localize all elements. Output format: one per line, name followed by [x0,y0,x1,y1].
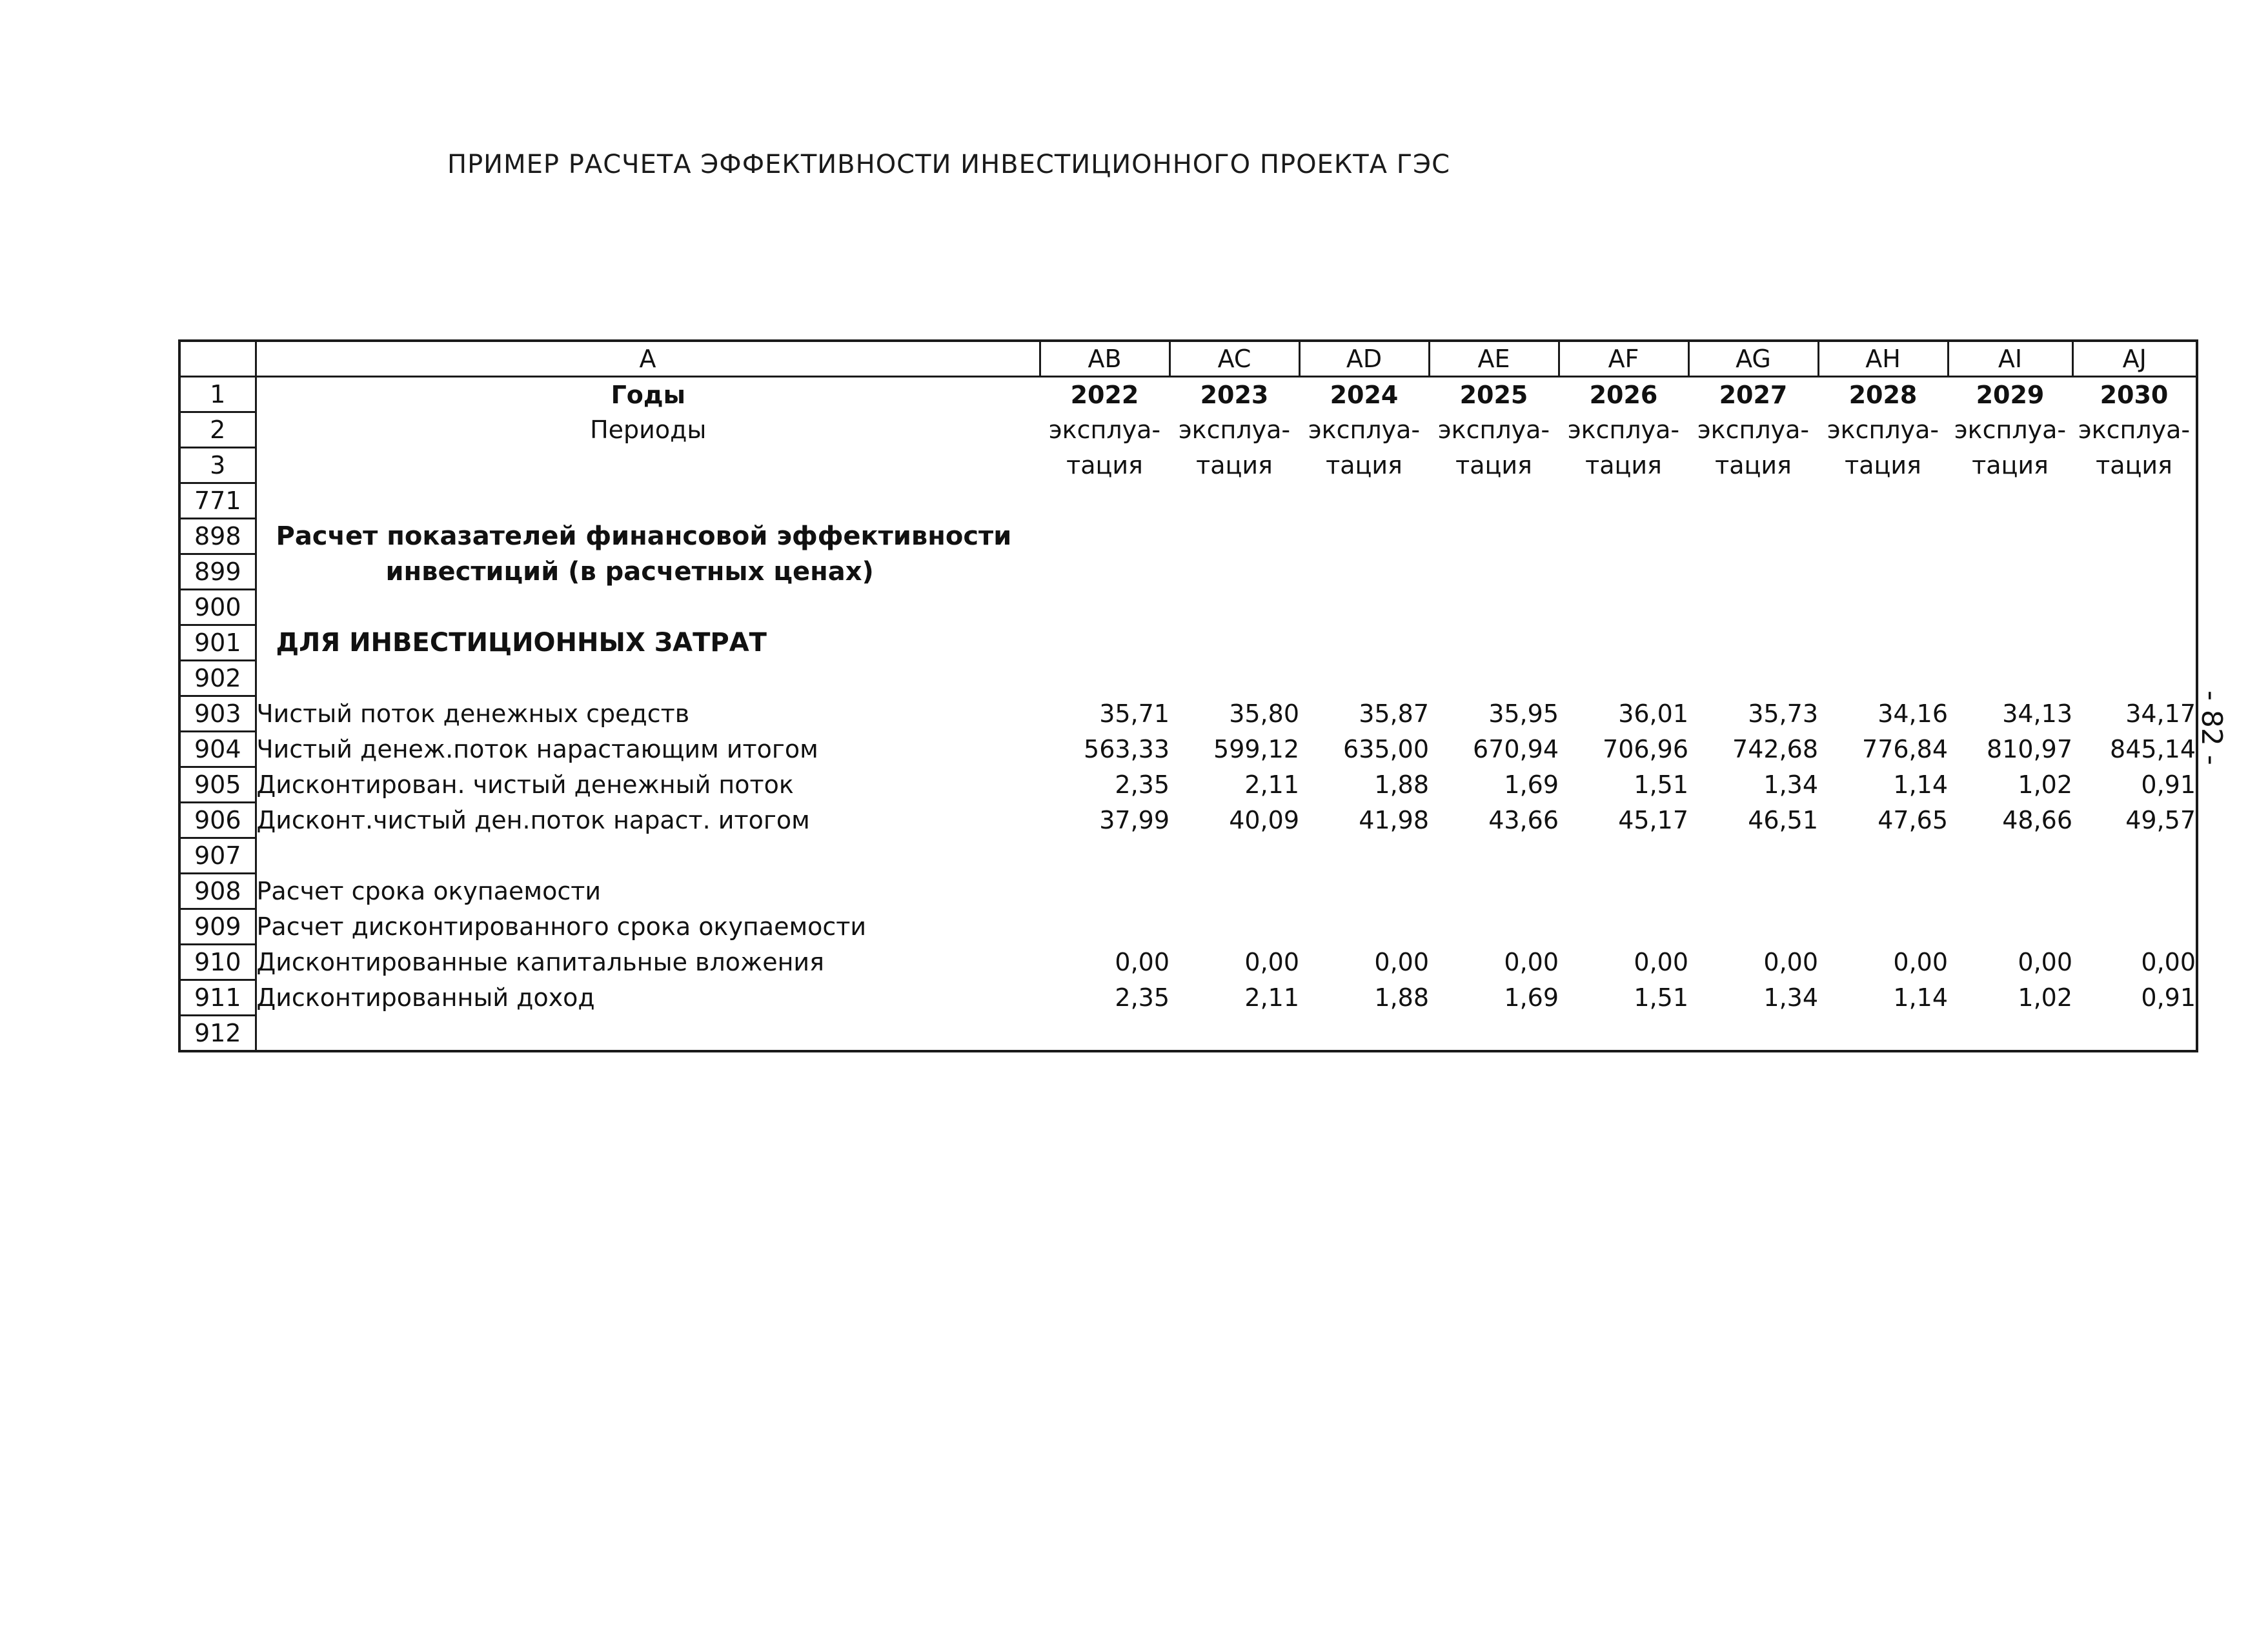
value-cell: 1,69 [1504,983,1559,1012]
table-row [179,625,2197,661]
row-number: 898 [179,519,256,554]
row-number: 910 [179,945,256,980]
period-cell: эксплуа- [1697,416,1810,444]
value-cell: 0,91 [2072,767,2197,803]
years-label-cell [256,377,1040,412]
value-cell: 46,51 [1748,806,1818,834]
row-number: 771 [179,483,256,519]
value-cell: 0,00 [1374,948,1429,976]
spreadsheet-table [178,339,2198,1052]
column-header-ac: AC [1169,341,1299,377]
table-row [179,732,2197,767]
value-cell: 0,00 [2018,948,2072,976]
year-cell: 2024 [1330,380,1399,409]
column-header-ad: AD [1299,341,1429,377]
value-cell: 0,00 [1634,948,1688,976]
periods-label: Периоды [590,416,707,444]
value-cell: 845,14 [2072,732,2197,767]
value-cell: 2,11 [1244,770,1299,799]
table-row [179,767,2197,803]
value-cell: 0,00 [1504,948,1559,976]
period-cell: тация [1972,451,2049,479]
column-header-ae: AE [1429,341,1559,377]
table-row [179,945,2197,980]
value-cell: 1,14 [1893,770,1948,799]
row-number: 907 [179,838,256,874]
section-financial-title-line1: Расчет показателей финансовой эффективности [276,521,1012,551]
value-cell: 0,00 [1115,948,1169,976]
section-investment-title: ДЛЯ ИНВЕСТИЦИОННЫХ ЗАТРАТ [276,628,767,658]
years-label: Годы [611,380,685,409]
period-cell: эксплуа- [1567,416,1680,444]
value-cell: 45,17 [1618,806,1688,834]
corner-cell [179,341,256,377]
value-cell: 0,00 [1893,948,1948,976]
year-cell: 2023 [1200,380,1269,409]
row-number: 909 [179,909,256,945]
column-header-row [179,341,2197,377]
year-cell: 2028 [1848,380,1918,409]
page-title: ПРИМЕР РАСЧЕТА ЭФФЕКТИВНОСТИ ИНВЕСТИЦИОННОГО ПРОЕКТА ГЭС [447,150,1450,179]
value-cell: 706,96 [1603,735,1688,763]
period-cell: тация [1326,451,1402,479]
period-cell: тация [1196,451,1273,479]
value-cell: 1,02 [2018,770,2072,799]
row-number: 902 [179,661,256,696]
year-cell: 2030 [2072,377,2197,412]
table-row [179,590,2197,625]
period-cell: эксплуа- [1437,416,1550,444]
value-cell: 34,17 [2072,696,2197,732]
value-cell: 35,95 [1488,699,1559,728]
period-cell: эксплуа- [1178,416,1291,444]
row-label: Чистый поток денежных средств [256,696,1040,732]
table-row [179,803,2197,838]
value-cell: 1,51 [1634,770,1688,799]
table-row [179,661,2197,696]
value-cell: 635,00 [1343,735,1429,763]
value-cell: 1,02 [2018,983,2072,1012]
column-header-ai: AI [1948,341,2072,377]
value-cell: 2,11 [1244,983,1299,1012]
table-row [179,554,2197,590]
value-cell: 47,65 [1878,806,1948,834]
discounted-payback-label: Расчет дисконтированного срока окупаемости [256,909,1040,945]
period-cell: тация [1715,451,1792,479]
table-row [179,377,2197,412]
value-cell: 48,66 [2002,806,2072,834]
value-cell: 810,97 [1987,735,2072,763]
row-number: 905 [179,767,256,803]
row-number: 906 [179,803,256,838]
period-cell: тация [1066,451,1143,479]
value-cell: 1,88 [1374,983,1429,1012]
table-row [179,1016,2197,1052]
period-cell: тация [2072,448,2197,483]
column-header-ah: AH [1818,341,1948,377]
column-header-aj: AJ [2072,341,2197,377]
value-cell: 0,00 [2072,945,2197,980]
value-cell: 2,35 [1115,983,1169,1012]
periods-label-cell [256,412,1040,448]
row-number: 904 [179,732,256,767]
value-cell: 1,34 [1763,983,1818,1012]
period-cell: эксплуа- [1827,416,1939,444]
table-row [179,483,2197,519]
column-header-af: AF [1559,341,1688,377]
table-row [179,448,2197,483]
value-cell: 43,66 [1488,806,1559,834]
row-number: 911 [179,980,256,1016]
row-number: 912 [179,1016,256,1052]
row-number: 899 [179,554,256,590]
period-cell: эксплуа- [1308,416,1421,444]
period-cell: тация [1455,451,1532,479]
row-number: 1 [179,377,256,412]
value-cell: 0,00 [1763,948,1818,976]
value-cell: 1,88 [1374,770,1429,799]
row-number: 2 [179,412,256,448]
row-number: 901 [179,625,256,661]
column-header-a: A [256,341,1040,377]
table-row [179,519,2197,554]
period-cell: эксплуа- [2072,412,2197,448]
year-cell: 2026 [1589,380,1658,409]
value-cell: 0,00 [1244,948,1299,976]
value-cell: 34,16 [1878,699,1948,728]
value-cell: 1,51 [1634,983,1688,1012]
row-label: Дисконтирован. чистый денежный поток [256,767,1040,803]
column-header-ag: AG [1688,341,1818,377]
table-row [179,874,2197,909]
value-cell: 35,80 [1229,699,1299,728]
payback-label: Расчет срока окупаемости [256,874,1040,909]
value-cell: 742,68 [1732,735,1818,763]
year-cell: 2027 [1719,380,1788,409]
row-number: 900 [179,590,256,625]
table-row [179,909,2197,945]
table-row [179,980,2197,1016]
value-cell: 1,14 [1893,983,1948,1012]
value-cell: 35,87 [1359,699,1429,728]
value-cell: 0,91 [2072,980,2197,1016]
section-financial-title-line2: инвестиций (в расчетных ценах) [385,557,874,587]
value-cell: 35,73 [1748,699,1818,728]
page-number: - 82 - [2195,690,2228,765]
value-cell: 2,35 [1115,770,1169,799]
value-cell: 37,99 [1099,806,1169,834]
period-cell: эксплуа- [1954,416,2067,444]
value-cell: 36,01 [1618,699,1688,728]
value-cell: 41,98 [1359,806,1429,834]
row-label: Дисконтированный доход [256,980,1040,1016]
row-number: 908 [179,874,256,909]
period-cell: эксплуа- [1048,416,1161,444]
value-cell: 40,09 [1229,806,1299,834]
value-cell: 563,33 [1084,735,1169,763]
table-row [179,696,2197,732]
year-cell: 2025 [1459,380,1528,409]
row-number: 903 [179,696,256,732]
table-row [179,412,2197,448]
value-cell: 670,94 [1473,735,1559,763]
row-label: Дисконт.чистый ден.поток нараст. итогом [256,803,1040,838]
row-number: 3 [179,448,256,483]
year-cell: 2029 [1976,380,2045,409]
value-cell: 1,69 [1504,770,1559,799]
row-label: Дисконтированные капитальные вложения [256,945,1040,980]
value-cell: 35,71 [1099,699,1169,728]
row-label: Чистый денеж.поток нарастающим итогом [256,732,1040,767]
year-cell: 2022 [1070,380,1139,409]
value-cell: 1,34 [1763,770,1818,799]
value-cell: 34,13 [2002,699,2072,728]
value-cell: 599,12 [1213,735,1299,763]
period-cell: тация [1845,451,1921,479]
table-row [179,838,2197,874]
column-header-ab: AB [1040,341,1169,377]
value-cell: 776,84 [1862,735,1948,763]
value-cell: 49,57 [2072,803,2197,838]
label-cell [256,448,1040,483]
period-cell: тация [1585,451,1662,479]
